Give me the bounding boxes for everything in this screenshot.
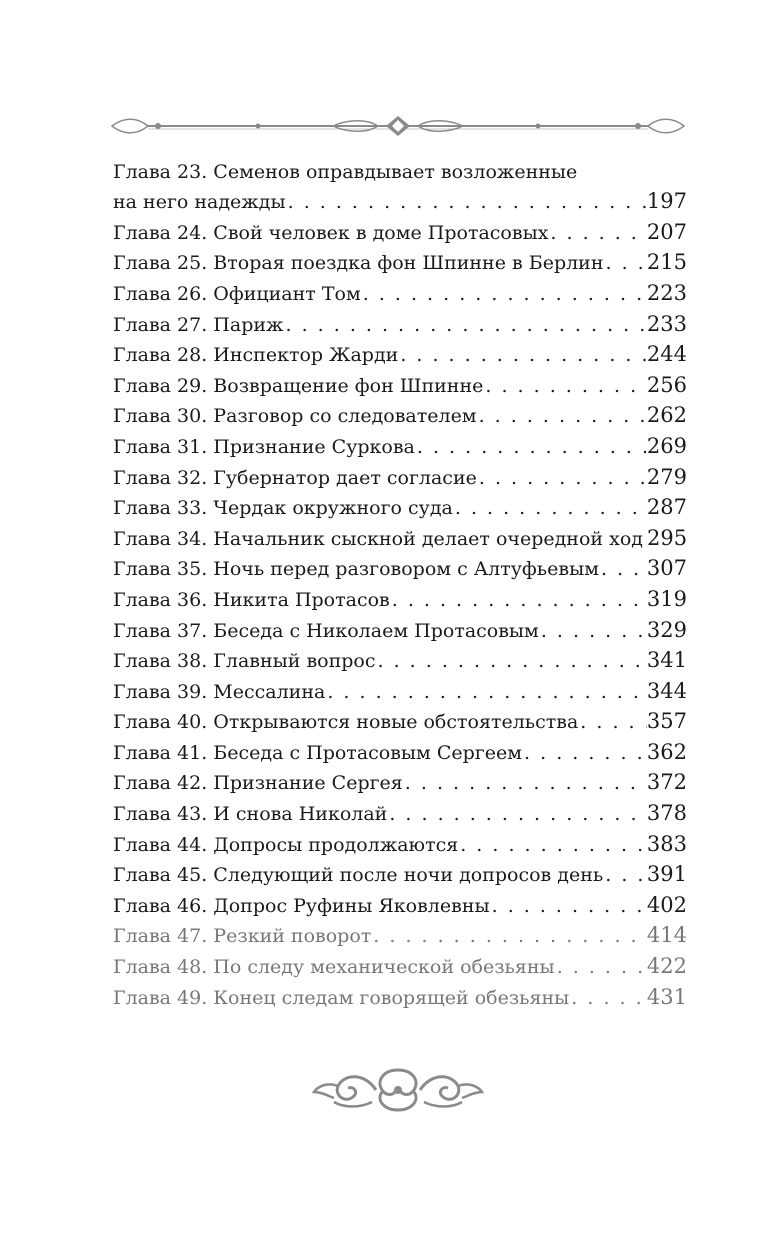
toc-entry (113, 427, 687, 458)
toc-entry (113, 580, 687, 611)
toc-entry-title: Глава 39. Мессалина (113, 680, 326, 703)
toc-leader-dots (415, 436, 647, 458)
toc-leader-dots (477, 405, 647, 427)
toc-entry-title: Глава 27. Париж (113, 313, 284, 336)
toc-leader-dots (376, 650, 647, 672)
toc-leader-dots (522, 742, 647, 764)
toc-entry-title: Глава 49. Конец следам говорящей обезьяны (113, 986, 570, 1009)
toc-leader-dots (453, 497, 647, 519)
toc-entry-title: Глава 45. Следующий после ночи допросов день (113, 864, 604, 887)
toc-leader-dots (604, 252, 647, 274)
toc-leader-dots (483, 375, 647, 397)
toc-leader-dots (458, 834, 647, 856)
toc-entry-title: Глава 40. Открываются новые обстоятельства (113, 711, 579, 734)
toc-entry-page-number: 256 (646, 372, 687, 397)
toc-leader-dots (390, 589, 647, 611)
toc-entry-page-number: 372 (646, 770, 687, 795)
toc-entry (113, 978, 687, 1009)
table-of-contents (113, 152, 687, 1009)
toc-entry-title: Глава 29. Возвращение фон Шпинне (113, 374, 484, 397)
toc-entry (113, 886, 687, 917)
toc-entry (113, 305, 687, 336)
toc-entry-page-number: 402 (646, 892, 687, 917)
toc-entry-page-number: 223 (646, 280, 687, 305)
toc-entry-title: Глава 46. Допрос Руфины Яковлевны (113, 894, 490, 917)
toc-entry (113, 856, 687, 887)
toc-entry-page-number: 341 (646, 648, 687, 673)
toc-leader-dots (490, 895, 647, 917)
toc-entry-page-number: 378 (646, 801, 687, 826)
toc-entry-page-number: 414 (646, 923, 687, 948)
toc-entry (113, 703, 687, 734)
toc-entry-title: Глава 48. По следу механической обезьяны (113, 956, 555, 979)
toc-leader-dots (539, 620, 647, 642)
toc-entry (113, 519, 687, 550)
toc-entry (113, 183, 687, 214)
toc-leader-dots (603, 864, 647, 886)
toc-leader-dots (325, 681, 647, 703)
toc-entry-title: Глава 32. Губернатор дает согласие (113, 466, 477, 489)
toc-entry (113, 550, 687, 581)
toc-entry-page-number: 307 (646, 556, 687, 581)
toc-entry (113, 611, 687, 642)
toc-entry-page-number: 279 (646, 464, 687, 489)
toc-entry-title: Глава 37. Беседа с Николаем Протасовым (113, 619, 539, 642)
toc-entry-title: Глава 33. Чердак окружного суда (113, 497, 453, 520)
toc-entry-page-number: 262 (646, 403, 687, 428)
toc-entry (113, 397, 687, 428)
toc-leader-dots (403, 772, 647, 794)
toc-entry-page-number: 362 (646, 739, 687, 764)
toc-entry-page-number: 207 (646, 219, 687, 244)
toc-entry-title: Глава 41. Беседа с Протасовым Сергеем (113, 741, 523, 764)
toc-entry-page-number: 215 (646, 250, 687, 275)
toc-entry-title: Глава 42. Признание Сергея (113, 772, 403, 795)
toc-leader-dots (286, 191, 647, 213)
toc-entry-page-number: 383 (646, 831, 687, 856)
toc-entry (113, 489, 687, 520)
toc-entry-page-number: 233 (646, 311, 687, 336)
toc-entry-page-number: 244 (646, 342, 687, 367)
toc-leader-dots (555, 956, 647, 978)
toc-entry-page-number: 357 (646, 709, 687, 734)
toc-entry-title: Глава 28. Инспектор Жарди (113, 344, 399, 367)
toc-leader-dots (578, 711, 647, 733)
toc-entry-page-number: 295 (646, 525, 688, 550)
toc-entry (113, 213, 687, 244)
toc-leader-dots (548, 222, 647, 244)
toc-entry-title: Глава 24. Свой человек в доме Протасовых (113, 221, 549, 244)
toc-entry (113, 244, 687, 275)
toc-entry-page-number: 391 (646, 862, 687, 887)
toc-entry-title: Глава 47. Резкий поворот (113, 925, 372, 948)
toc-leader-dots (371, 925, 647, 947)
toc-entry-page-number: 197 (646, 189, 687, 214)
toc-entry (113, 794, 687, 825)
toc-entry (113, 366, 687, 397)
toc-leader-dots (477, 467, 647, 489)
toc-entry-title: Глава 34. Начальник сыскной делает очередной ход (113, 527, 643, 550)
toc-leader-dots (284, 314, 647, 336)
toc-entry-title: Глава 31. Признание Суркова (113, 435, 415, 458)
toc-leader-dots (569, 987, 647, 1009)
toc-entry-title: на него надежды (113, 191, 286, 214)
toc-entry (113, 733, 687, 764)
toc-entry-page-number: 431 (646, 984, 687, 1009)
toc-entry-page-number: 422 (646, 954, 687, 979)
toc-entry (113, 672, 687, 703)
toc-entry-title: Глава 30. Разговор со следователем (113, 405, 477, 428)
toc-entry-title: Глава 43. И снова Николай (113, 803, 388, 826)
toc-leader-dots (361, 283, 647, 305)
toc-entry-page-number: 319 (646, 586, 687, 611)
toc-entry-title: Глава 25. Вторая поездка фон Шпинне в Берлин (113, 252, 604, 275)
top-divider-ornament (108, 113, 688, 139)
toc-entry (113, 825, 687, 856)
toc-entry-title: Глава 38. Главный вопрос (113, 650, 376, 673)
toc-entry (113, 336, 687, 367)
toc-entry-title-line1: Глава 23. Семенов оправдывает возложенные (113, 160, 578, 183)
toc-entry-page-number: 269 (646, 433, 687, 458)
toc-entry-title: Глава 44. Допросы продолжаются (113, 833, 459, 856)
toc-entry (113, 642, 687, 673)
toc-leader-dots (599, 558, 647, 580)
toc-entry (113, 274, 687, 305)
toc-entry-page-number: 329 (646, 617, 687, 642)
toc-entry-title: Глава 36. Никита Протасов (113, 588, 390, 611)
bottom-vignette-ornament (312, 1062, 484, 1118)
toc-entry-page-number: 344 (646, 678, 687, 703)
toc-entry-title: Глава 26. Официант Том (113, 282, 361, 305)
toc-entry (113, 458, 687, 489)
toc-entry-page-number: 287 (646, 495, 687, 520)
toc-leader-dots (398, 344, 647, 366)
toc-entry-line (113, 152, 687, 183)
toc-entry (113, 947, 687, 978)
toc-entry (113, 764, 687, 795)
toc-leader-dots (387, 803, 647, 825)
toc-entry (113, 917, 687, 948)
toc-entry-title: Глава 35. Ночь перед разговором с Алтуфьевым (113, 558, 599, 581)
